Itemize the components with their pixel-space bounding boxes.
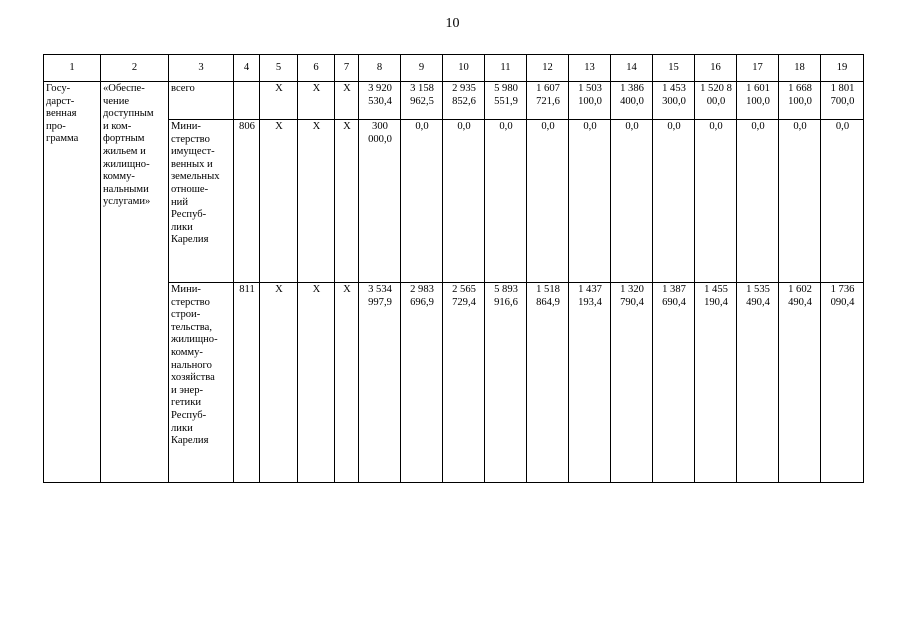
amount-cell: 1 668 100,0 <box>779 82 821 120</box>
amount-cell: 1 801 700,0 <box>821 82 864 120</box>
column-header-6: 6 <box>298 55 335 82</box>
column-header-9: 9 <box>401 55 443 82</box>
amount-cell: 1 320 790,4 <box>611 283 653 483</box>
program-name-cell: «Обеспе- чение доступным и ком- фортным жильем и жилищно- комму- нальными услугами» <box>101 82 169 483</box>
amount-cell: 1 503 100,0 <box>569 82 611 120</box>
x-mark-cell: Х <box>260 120 298 283</box>
amount-cell: 0,0 <box>611 120 653 283</box>
column-header-13: 13 <box>569 55 611 82</box>
amount-cell: 1 437 193,4 <box>569 283 611 483</box>
code-cell: 806 <box>234 120 260 283</box>
amount-cell: 3 920 530,4 <box>359 82 401 120</box>
amount-cell: 1 601 100,0 <box>737 82 779 120</box>
x-mark-cell: Х <box>298 120 335 283</box>
amount-cell: 1 520 8 00,0 <box>695 82 737 120</box>
column-header-4: 4 <box>234 55 260 82</box>
column-header-3: 3 <box>169 55 234 82</box>
column-header-1: 1 <box>44 55 101 82</box>
column-header-2: 2 <box>101 55 169 82</box>
column-header-7: 7 <box>335 55 359 82</box>
amount-cell: 0,0 <box>737 120 779 283</box>
amount-cell: 0,0 <box>527 120 569 283</box>
amount-cell: 1 386 400,0 <box>611 82 653 120</box>
column-header-15: 15 <box>653 55 695 82</box>
x-mark-cell: Х <box>260 82 298 120</box>
x-mark-cell: Х <box>335 283 359 483</box>
column-header-19: 19 <box>821 55 864 82</box>
executor-cell: Мини- стерство имущест- венных и земельных отноше- ний Респуб- лики Карелия <box>169 120 234 283</box>
amount-cell: 2 565 729,4 <box>443 283 485 483</box>
page-number: 10 <box>445 16 460 31</box>
x-mark-cell: Х <box>298 283 335 483</box>
amount-cell: 1 455 190,4 <box>695 283 737 483</box>
executor-cell: всего <box>169 82 234 120</box>
amount-cell: 3 158 962,5 <box>401 82 443 120</box>
amount-cell: 0,0 <box>569 120 611 283</box>
executor-cell: Мини- стерство строи- тельства, жилищно- комму- нального хозяйства и энер- гетики Респуб- лики Карелия <box>169 283 234 483</box>
amount-cell: 300 000,0 <box>359 120 401 283</box>
amount-cell: 2 983 696,9 <box>401 283 443 483</box>
amount-cell: 5 980 551,9 <box>485 82 527 120</box>
amount-cell: 0,0 <box>821 120 864 283</box>
amount-cell: 0,0 <box>401 120 443 283</box>
table-row <box>44 82 864 120</box>
amount-cell: 1 518 864,9 <box>527 283 569 483</box>
amount-cell: 1 535 490,4 <box>737 283 779 483</box>
amount-cell: 0,0 <box>443 120 485 283</box>
code-cell: 811 <box>234 283 260 483</box>
program-type-cell: Госу- дарст- венная про- грамма <box>44 82 101 483</box>
amount-cell: 1 453 300,0 <box>653 82 695 120</box>
column-header-11: 11 <box>485 55 527 82</box>
amount-cell: 0,0 <box>695 120 737 283</box>
column-header-10: 10 <box>443 55 485 82</box>
x-mark-cell: Х <box>298 82 335 120</box>
amount-cell: 3 534 997,9 <box>359 283 401 483</box>
column-header-16: 16 <box>695 55 737 82</box>
amount-cell: 0,0 <box>653 120 695 283</box>
x-mark-cell: Х <box>335 120 359 283</box>
column-header-17: 17 <box>737 55 779 82</box>
column-header-14: 14 <box>611 55 653 82</box>
amount-cell: 1 607 721,6 <box>527 82 569 120</box>
amount-cell: 1 602 490,4 <box>779 283 821 483</box>
amount-cell: 0,0 <box>779 120 821 283</box>
amount-cell: 0,0 <box>485 120 527 283</box>
table-header-row <box>44 55 864 82</box>
amount-cell: 1 736 090,4 <box>821 283 864 483</box>
code-cell <box>234 82 260 120</box>
budget-table <box>43 54 864 483</box>
column-header-5: 5 <box>260 55 298 82</box>
x-mark-cell: Х <box>335 82 359 120</box>
amount-cell: 1 387 690,4 <box>653 283 695 483</box>
column-header-12: 12 <box>527 55 569 82</box>
amount-cell: 2 935 852,6 <box>443 82 485 120</box>
column-header-18: 18 <box>779 55 821 82</box>
amount-cell: 5 893 916,6 <box>485 283 527 483</box>
column-header-8: 8 <box>359 55 401 82</box>
x-mark-cell: Х <box>260 283 298 483</box>
